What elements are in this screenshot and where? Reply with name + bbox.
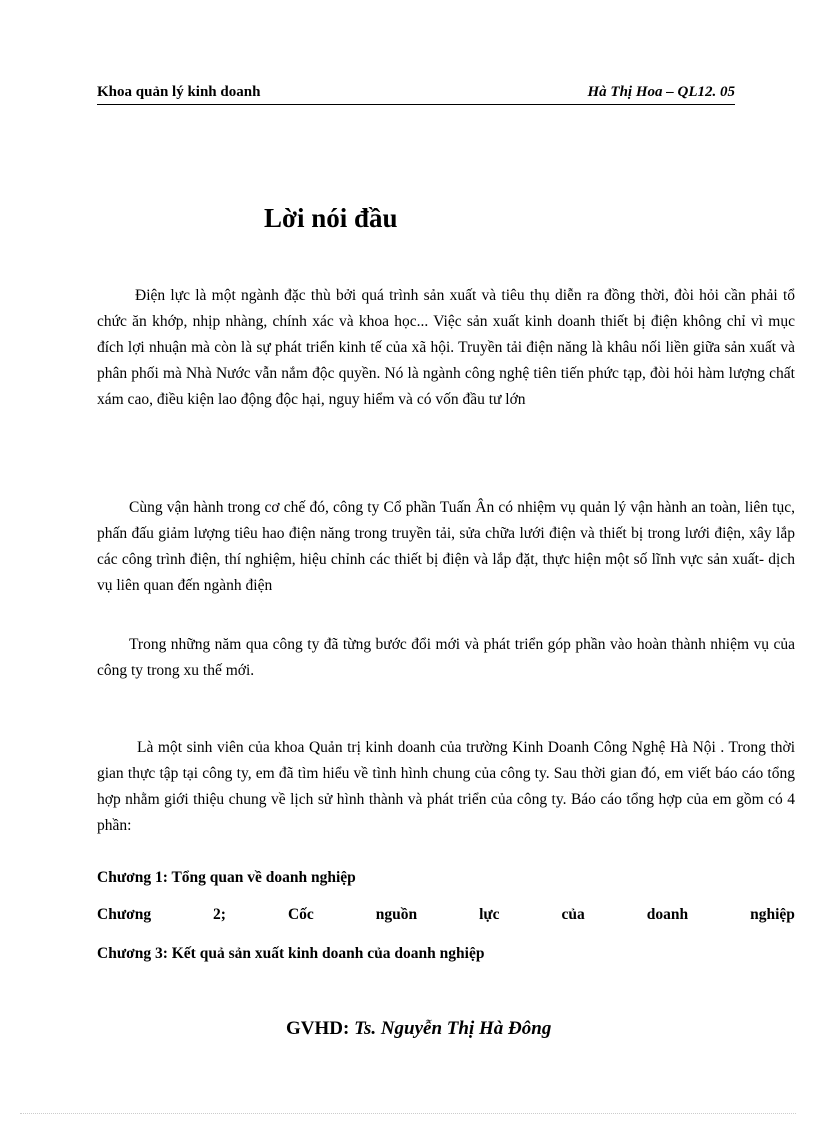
chapter-2 — [97, 906, 795, 924]
chapter-2-word: doanh — [646, 906, 689, 923]
paragraph-2: Cùng vận hành trong cơ chế đó, công ty Cổ phần Tuấn Ân có nhiệm vụ quản lý vận hành an toàn, liên tục, phấn đấu giảm lượng tiêu hao điện năng trong truyền tải, sửa chữa lưới điện và thiết bị trong lưới điện, xây lắp các công trình điện, thí nghiệm, hiệu chỉnh các thiết bị điện và lắp đặt, thực hiện một số lĩnh vực sản xuất- dịch vụ liên quan đến ngành điện — [97, 499, 795, 594]
chapter-2-word: 2; — [213, 906, 226, 923]
chapter-1: Chương 1: Tổng quan về doanh nghiệp — [97, 869, 356, 886]
chapter-2-word: Chương — [97, 906, 152, 923]
header-faculty: Khoa quản lý kinh doanh — [97, 84, 261, 100]
paragraph-4: Là một sinh viên của khoa Quản trị kinh doanh của trường Kinh Doanh Công Nghệ Hà Nội . Trong thời gian thực tập tại công ty, em đã tìm hiểu về tình hình chung của công ty. Sau thời gian đó, em viết báo cáo tổng hợp nhằm giới thiệu chung về lịch sử hình thành và phát triển của công ty. Báo cáo tổng hợp của em gồm có 4 phần: — [97, 739, 795, 834]
advisor-name: Ts. Nguyễn Thị Hà Đông — [354, 1018, 552, 1039]
chapter-2-word: của — [561, 906, 585, 923]
chapter-2-word: Cốc — [287, 906, 314, 923]
paragraph-1: Điện lực là một ngành đặc thù bởi quá trình sản xuất và tiêu thụ diễn ra đồng thời, đòi hỏi cần phải tổ chức ăn khớp, nhịp nhàng, chính xác và khoa học... Việc sản xuất kinh doanh thiết bị điện không chỉ vì mục đích lợi nhuận mà còn là sự phát triển kinh tế của xã hội. Truyền tải điện năng là khâu nối liền giữa sản xuất và phân phối mà Nhà Nước vẫn nắm độc quyền. Nó là ngành công nghệ tiên tiến phức tạp, đòi hỏi hàm lượng chất xám cao, điều kiện lao động độc hại, nguy hiểm và có vốn đầu tư lớn — [97, 287, 795, 408]
header-author: Hà Thị Hoa – QL12. 05 — [587, 84, 735, 100]
page-title: Lời nói đầu — [264, 203, 398, 233]
chapter-2-word: nghiệp — [750, 906, 795, 923]
chapter-2-word: nguồn — [375, 906, 418, 923]
advisor-line — [286, 1018, 551, 1040]
page-header — [97, 82, 735, 105]
chapter-2-word: lực — [479, 906, 500, 923]
advisor-label: GVHD: — [286, 1018, 350, 1039]
chapter-3: Chương 3: Kết quả sản xuất kinh doanh của doanh nghiệp — [97, 945, 485, 962]
page-bottom-divider — [20, 1113, 796, 1114]
paragraph-3: Trong những năm qua công ty đã từng bước đổi mới và phát triển góp phần vào hoàn thành nhiệm vụ của công ty trong xu thế mới. — [97, 636, 795, 679]
